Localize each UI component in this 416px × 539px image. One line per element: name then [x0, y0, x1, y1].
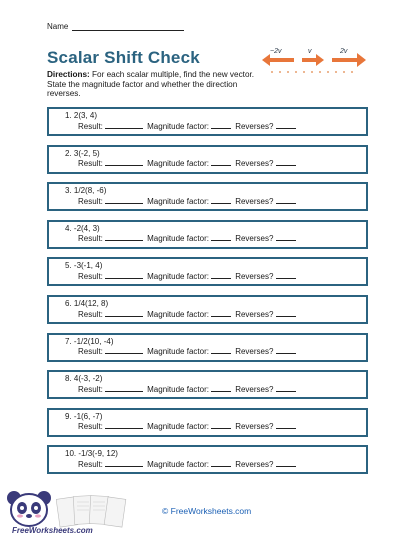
problem-number: 8.	[65, 374, 72, 384]
graphic-label-2v: 2v	[340, 48, 348, 55]
answer-fields	[65, 309, 366, 320]
magnitude-label: Magnitude factor:	[147, 422, 209, 432]
magnitude-blank[interactable]	[211, 459, 231, 467]
reverses-blank[interactable]	[276, 346, 296, 354]
magnitude-blank[interactable]	[211, 346, 231, 354]
result-label: Result:	[78, 121, 103, 131]
result-blank[interactable]	[105, 158, 143, 166]
magnitude-label: Magnitude factor:	[147, 347, 209, 357]
problem-list	[47, 107, 368, 483]
reverses-blank[interactable]	[276, 271, 296, 279]
reverses-blank[interactable]	[276, 158, 296, 166]
problem-box	[47, 107, 368, 136]
result-label: Result:	[78, 422, 103, 432]
problem-number: 7.	[65, 336, 72, 346]
worksheet-thumbnails-icon	[56, 492, 136, 532]
dotted-axis	[271, 71, 353, 73]
reverses-label: Reverses?	[235, 422, 274, 432]
copyright-link[interactable]: © FreeWorksheets.com	[162, 506, 252, 516]
result-blank[interactable]	[105, 121, 143, 129]
problem-vector: 1/4(12, 8)	[73, 298, 109, 308]
directions	[47, 70, 257, 99]
graphic-label-neg-2v: −2v	[270, 48, 282, 55]
magnitude-blank[interactable]	[211, 421, 231, 429]
result-label: Result:	[78, 234, 103, 244]
problem-expression	[65, 149, 366, 159]
graphic-label-v: v	[308, 48, 312, 55]
reverses-label: Reverses?	[235, 347, 274, 357]
problem-box	[47, 220, 368, 249]
reverses-blank[interactable]	[276, 421, 296, 429]
problem-vector: 4(-3, -2)	[73, 374, 103, 384]
problem-expression	[65, 299, 366, 309]
problem-number: 6.	[65, 298, 72, 308]
problem-vector: -1/3(-9, 12)	[78, 449, 118, 459]
magnitude-label: Magnitude factor:	[147, 196, 209, 206]
page-title: Scalar Shift Check	[47, 48, 200, 67]
footer	[0, 488, 416, 539]
result-label: Result:	[78, 459, 103, 469]
problem-vector: 3(-2, 5)	[73, 148, 100, 158]
problem-number: 4.	[65, 223, 72, 233]
magnitude-label: Magnitude factor:	[147, 459, 209, 469]
result-blank[interactable]	[105, 271, 143, 279]
problem-expression	[65, 412, 366, 422]
reverses-label: Reverses?	[235, 459, 274, 469]
problem-vector: -2(4, 3)	[73, 223, 100, 233]
result-label: Result:	[78, 159, 103, 169]
reverses-blank[interactable]	[276, 196, 296, 204]
name-blank[interactable]	[72, 22, 184, 31]
name-label: Name	[47, 22, 69, 31]
problem-vector: -3(-1, 4)	[73, 261, 103, 271]
answer-fields	[65, 271, 366, 282]
problem-number: 2.	[65, 148, 72, 158]
magnitude-label: Magnitude factor:	[147, 271, 209, 281]
problem-expression	[65, 374, 366, 384]
problem-expression	[65, 261, 366, 271]
reverses-blank[interactable]	[276, 121, 296, 129]
problem-box	[47, 295, 368, 324]
directions-text: For each scalar multiple, find the new vector. State the magnitude factor and whether the direction reverses.	[47, 70, 255, 99]
result-label: Result:	[78, 196, 103, 206]
answer-fields	[65, 196, 366, 207]
reverses-blank[interactable]	[276, 459, 296, 467]
result-label: Result:	[78, 384, 103, 394]
result-blank[interactable]	[105, 459, 143, 467]
directions-label: Directions:	[47, 70, 90, 79]
answer-fields	[65, 459, 366, 470]
problem-expression	[65, 224, 366, 234]
result-label: Result:	[78, 347, 103, 357]
magnitude-label: Magnitude factor:	[147, 121, 209, 131]
name-line	[47, 22, 184, 31]
problem-vector: 2(3, 4)	[73, 111, 98, 120]
result-label: Result:	[78, 309, 103, 319]
reverses-label: Reverses?	[235, 121, 274, 131]
answer-fields	[65, 158, 366, 169]
magnitude-label: Magnitude factor:	[147, 309, 209, 319]
problem-number: 5.	[65, 261, 72, 271]
result-blank[interactable]	[105, 233, 143, 241]
problem-vector: -1(6, -7)	[73, 411, 103, 421]
reverses-label: Reverses?	[235, 271, 274, 281]
problem-number: 3.	[65, 186, 72, 196]
problem-number: 1.	[65, 111, 72, 120]
magnitude-label: Magnitude factor:	[147, 159, 209, 169]
arrow-2v	[332, 53, 366, 67]
problem-number: 10.	[65, 449, 77, 459]
arrow-neg-2v	[262, 54, 294, 66]
magnitude-blank[interactable]	[211, 271, 231, 279]
problem-box	[47, 257, 368, 286]
answer-fields	[65, 121, 366, 132]
result-blank[interactable]	[105, 346, 143, 354]
problem-vector: 1/2(8, -6)	[73, 186, 107, 196]
problem-expression	[65, 449, 366, 459]
vector-arrows-graphic	[262, 44, 366, 80]
problem-expression	[65, 111, 366, 121]
magnitude-label: Magnitude factor:	[147, 384, 209, 394]
magnitude-blank[interactable]	[211, 233, 231, 241]
result-label: Result:	[78, 271, 103, 281]
problem-box	[47, 445, 368, 474]
problem-box	[47, 182, 368, 211]
arrow-v	[302, 54, 324, 66]
answer-fields	[65, 421, 366, 432]
problem-number: 9.	[65, 411, 72, 421]
problem-vector: -1/2(10, -4)	[73, 336, 114, 346]
reverses-blank[interactable]	[276, 384, 296, 392]
reverses-label: Reverses?	[235, 159, 274, 169]
magnitude-blank[interactable]	[211, 309, 231, 317]
reverses-label: Reverses?	[235, 309, 274, 319]
result-blank[interactable]	[105, 421, 143, 429]
magnitude-blank[interactable]	[211, 158, 231, 166]
magnitude-blank[interactable]	[211, 121, 231, 129]
footer-logo-text: FreeWorksheets.com	[12, 526, 93, 535]
reverses-blank[interactable]	[276, 309, 296, 317]
problem-box	[47, 145, 368, 174]
magnitude-label: Magnitude factor:	[147, 234, 209, 244]
reverses-blank[interactable]	[276, 233, 296, 241]
answer-fields	[65, 233, 366, 244]
reverses-label: Reverses?	[235, 384, 274, 394]
problem-expression	[65, 337, 366, 347]
reverses-label: Reverses?	[235, 234, 274, 244]
result-blank[interactable]	[105, 309, 143, 317]
problem-box	[47, 333, 368, 362]
reverses-label: Reverses?	[235, 196, 274, 206]
result-blank[interactable]	[105, 384, 143, 392]
answer-fields	[65, 346, 366, 357]
result-blank[interactable]	[105, 196, 143, 204]
magnitude-blank[interactable]	[211, 384, 231, 392]
problem-box	[47, 408, 368, 437]
problem-expression	[65, 186, 366, 196]
problem-box	[47, 370, 368, 399]
magnitude-blank[interactable]	[211, 196, 231, 204]
answer-fields	[65, 384, 366, 395]
